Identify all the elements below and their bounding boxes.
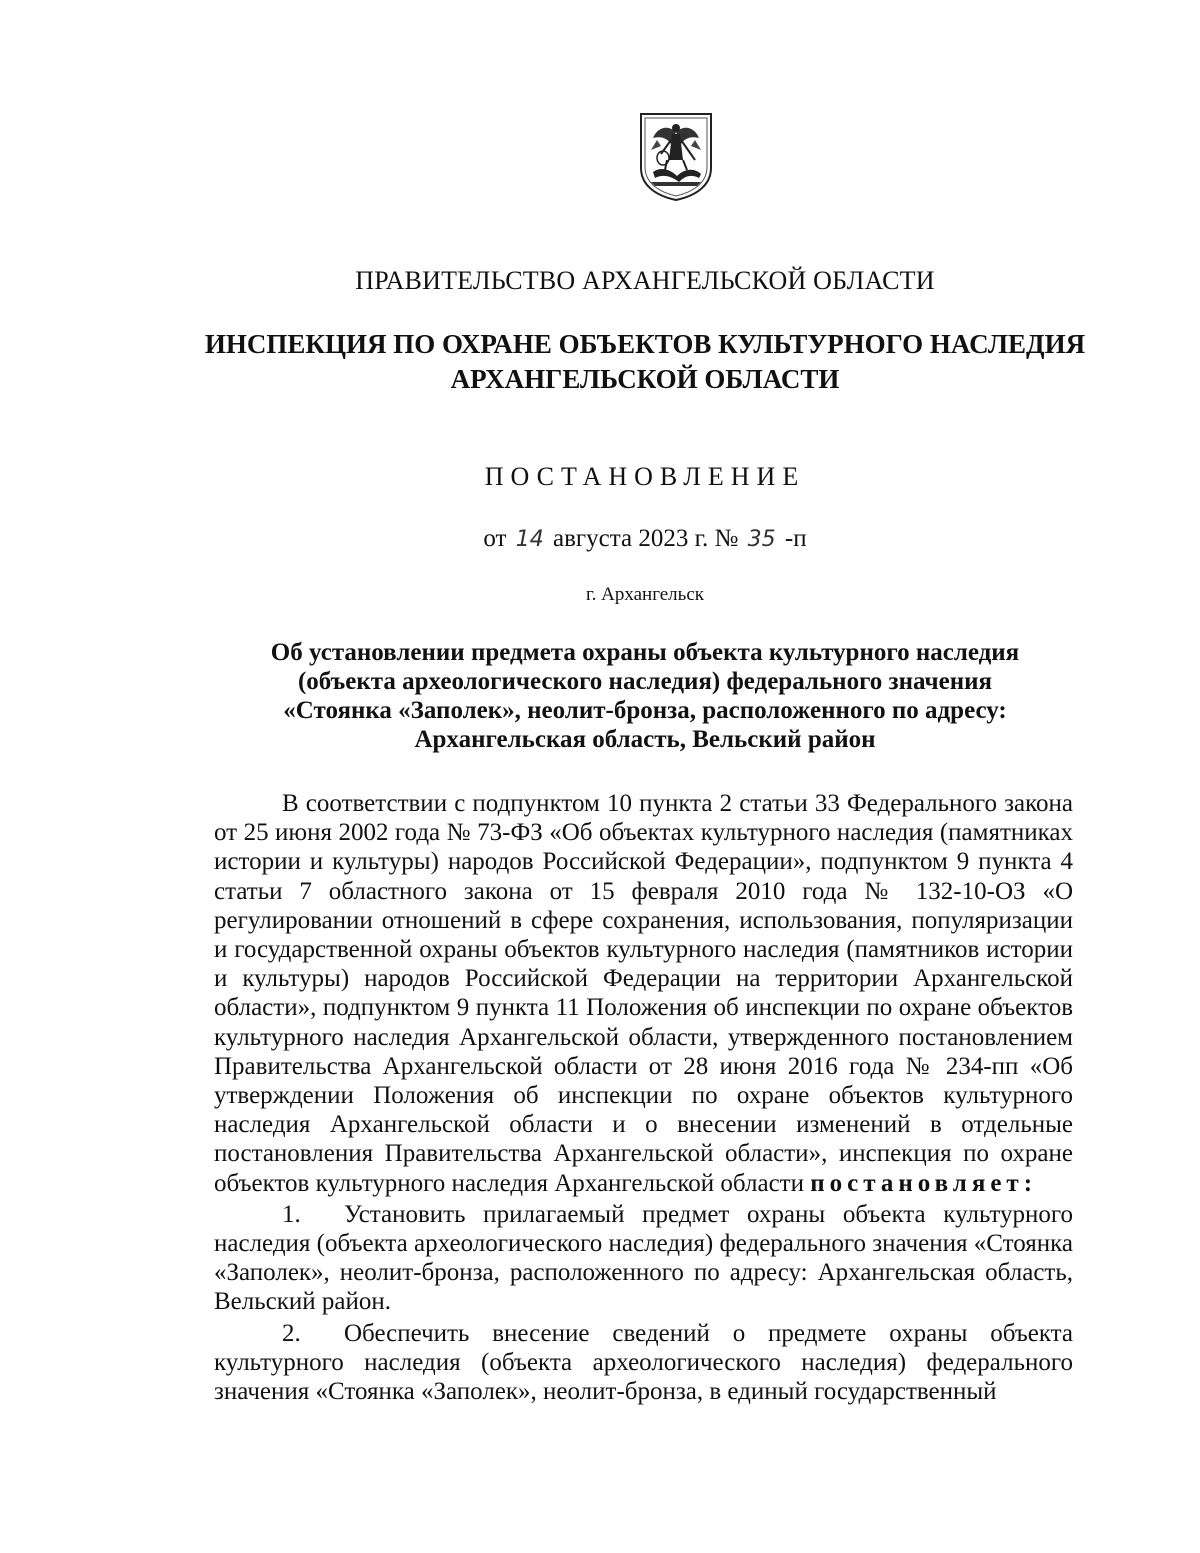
subject-line4: Архангельская область, Вельский район — [414, 726, 876, 753]
date-prefix: от — [483, 525, 507, 552]
preamble-text: В соответствии с подпунктом 10 пункта 2 статьи 33 Федерального закона от 25 июня 2002 года № 73-ФЗ «Об объектах культурного наследия (памятниках истории и культуры) народов Российской Федерации», подпунктом 9 пункта 4 статьи 7 областного закона от 15 февраля 2010 года № 132-10-ОЗ «О регулировании отношений в сфере сохранения, использования, популяризации и государственной охраны объектов культурного наследия (памятников истории и культуры) народов Российской Федерации на территории Архангельской области», подпунктом 9 пункта 11 Положения об инспекции по охране объектов культурного наследия Архангельской области, утвержденного постановлением Правительства Архангельской области от 28 июня 2016 года № 234-пп «Об утверждении Положения об инспекции по охране объектов культурного наследия Архангельской области и о внесении изменений в отдельные постановления Правительства Архангельской области», инспекция по охране объектов культурного наследия Архангельской области — [214, 790, 1073, 1197]
decree-date-line — [0, 525, 1200, 553]
document-type: ПОСТАНОВЛЕНИЕ — [484, 462, 806, 491]
list-item — [214, 1319, 1073, 1407]
decree-number-handwritten: 35 — [747, 527, 776, 552]
date-rest: августа 2023 г. № — [553, 525, 739, 552]
government-title: ПРАВИТЕЛЬСТВО АРХАНГЕЛЬСКОЙ ОБЛАСТИ — [355, 266, 935, 295]
date-day-handwritten: 14 — [515, 527, 544, 552]
preamble-paragraph — [214, 789, 1073, 1198]
number-suffix: -п — [784, 525, 807, 552]
subject-line3: «Стоянка «Заполек», неолит-бронза, расположенного по адресу: — [283, 697, 1007, 724]
coat-of-arms-icon — [637, 110, 715, 202]
city-label: г. Архангельск — [585, 584, 704, 605]
item-number: 2. — [282, 1319, 301, 1347]
decree-subject — [0, 638, 1200, 754]
inspection-title — [0, 327, 1200, 397]
decree-body — [214, 789, 1073, 1406]
item-text: Установить прилагаемый предмет охраны объекта культурного наследия (объекта археологического наследия) федерального значения «Стоянка «Заполек», неолит-бронза, расположенного по адресу: Архангельская область, Вельский район. — [214, 1200, 1073, 1316]
item-number: 1. — [282, 1200, 301, 1228]
inspection-title-line1: ИНСПЕКЦИЯ ПО ОХРАНЕ ОБЪЕКТОВ КУЛЬТУРНОГО НАСЛЕДИЯ — [204, 329, 1086, 359]
subject-line2: (объекта археологического наследия) федерального значения — [297, 668, 993, 695]
inspection-title-line2: АРХАНГЕЛЬСКОЙ ОБЛАСТИ — [450, 364, 840, 394]
subject-line1: Об установлении предмета охраны объекта культурного наследия — [270, 639, 1020, 666]
list-item — [214, 1200, 1073, 1317]
item-text: Обеспечить внесение сведений о предмете охраны объекта культурного наследия (объекта археологического наследия) федерального значения «Стоянка «Заполек», неолит-бронза, в единый государственный — [214, 1319, 1073, 1406]
resolves-word: постановляет: — [810, 1169, 1038, 1197]
